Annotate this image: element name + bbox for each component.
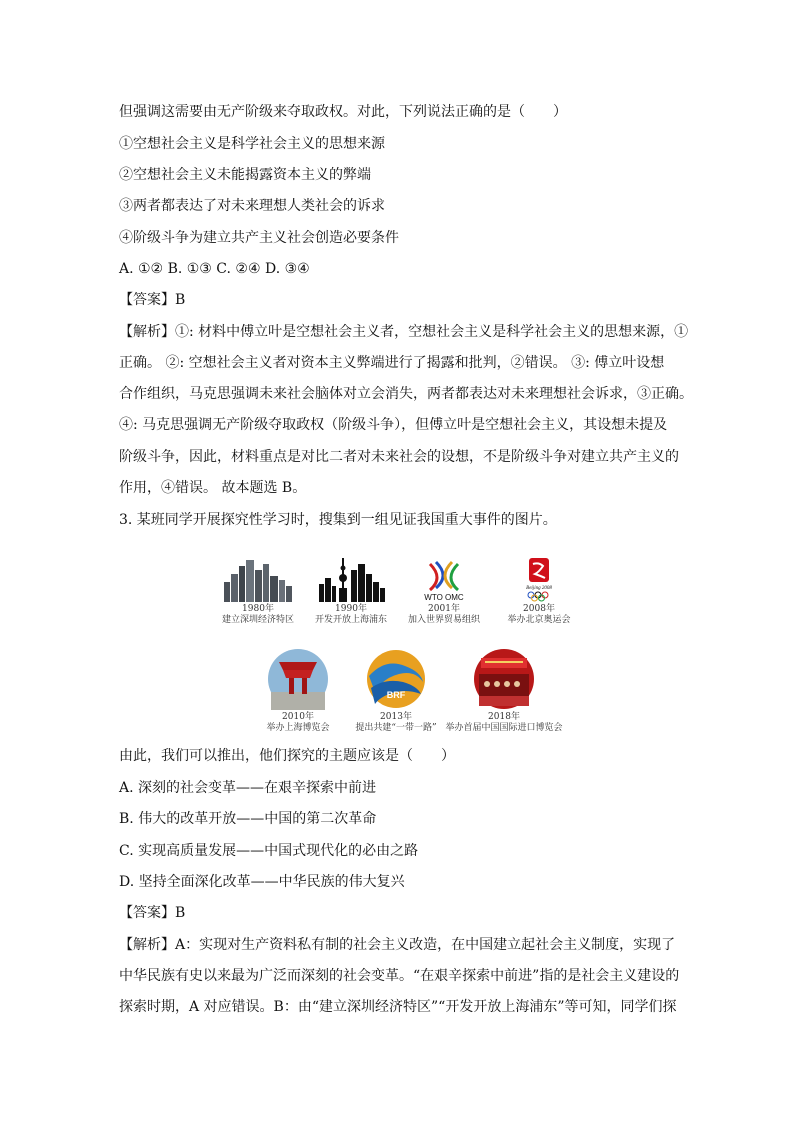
q3-analysis-line: 中华民族有史以来最为广泛而深刻的社会变革。“在艰辛探索中前进”指的是社会主义建设的 — [119, 968, 680, 984]
q3-option-a: A. 深刻的社会变革——在艰辛探索中前进 — [119, 780, 377, 796]
q3-option-b: B. 伟大的改革开放——中国的第二次革命 — [119, 811, 377, 827]
figure-caption: 建立深圳经济特区 — [221, 615, 294, 625]
q3-analysis-line: 【解析】A：实现对生产资料私有制的社会主义改造，在中国建立起社会主义制度，实现了 — [119, 937, 676, 953]
figure-caption: 举办首届中国国际进口博览会 — [445, 723, 563, 733]
q3-answer: 【答案】B — [119, 905, 186, 921]
q2-analysis-line: 正确。 ②: 空想社会主义者对资本主义弊端进行了揭露和批判，②错误。 ③: 傅立叶设想 — [119, 355, 665, 371]
skyline-icon — [222, 556, 294, 602]
figure-caption: 举办北京奥运会 — [507, 615, 571, 625]
figure-year: 2013年 — [380, 712, 412, 722]
figure-caption: 开发开放上海浦东 — [314, 615, 387, 625]
q2-option-2: ②空想社会主义未能揭露资本主义的弊端 — [119, 167, 371, 183]
figure-year: 2001年 — [428, 604, 460, 614]
q2-option-1: ①空想社会主义是科学社会主义的思想来源 — [119, 136, 385, 152]
figure-2010 — [248, 648, 348, 734]
figure-2013 — [346, 648, 446, 734]
wto-logo-text: WTO OMC — [424, 593, 464, 602]
q2-analysis-line: ④: 马克思强调无产阶级夺取政权（阶级斗争），但傅立叶是空想社会主义，其设想未提及 — [119, 417, 668, 433]
q3-option-d: D. 坚持全面深化改革——中华民族的伟大复兴 — [119, 874, 405, 890]
brf-logo-text: BRF — [386, 690, 406, 700]
q2-option-3: ③两者都表达了对未来理想人类社会的诉求 — [119, 198, 385, 214]
q2-analysis-line: 【解析】①: 材料中傅立叶是空想社会主义者，空想社会主义是科学社会主义的思想来源，① — [119, 324, 689, 340]
olympics-logo-text: Beijing 2008 — [526, 586, 552, 591]
figure-2001 — [394, 556, 494, 626]
figure-caption: 加入世界贸易组织 — [407, 615, 480, 625]
figure-year: 1980年 — [242, 604, 274, 614]
figure-2008 — [489, 556, 589, 626]
figure-caption: 举办上海博览会 — [266, 723, 330, 733]
q3-question: 由此，我们可以推出，他们探究的主题应该是（ ） — [119, 748, 455, 764]
figure-year: 2010年 — [282, 712, 314, 722]
q3-analysis-line: 探索时期，A 对应错误。B：由“建立深圳经济特区”“开发开放上海浦东”等可知，同学们探 — [119, 999, 677, 1015]
q2-answer: 【答案】B — [119, 292, 186, 308]
import-expo-icon — [473, 648, 535, 710]
q2-stem-tail: 但强调这需要由无产阶级来夺取政权。对此，下列说法正确的是（ ） — [119, 104, 567, 120]
q2-analysis-line: 阶级斗争，因此，材料重点是对比二者对未来社会的设想，不是阶级斗争对建立共产主义的 — [119, 449, 679, 465]
wto-logo — [408, 556, 480, 602]
q2-choices: A. ①② B. ①③ C. ②④ D. ③④ — [119, 261, 310, 277]
brf-logo — [365, 648, 427, 710]
q3-stem: 3. 某班同学开展探究性学习时，搜集到一组见证我国重大事件的图片。 — [119, 512, 557, 528]
figure-1980 — [208, 556, 308, 626]
q2-analysis-line: 作用，④错误。 故本题选 B。 — [119, 480, 307, 496]
china-pavilion-icon — [267, 648, 329, 710]
figure-2018 — [444, 648, 564, 734]
figure-1990 — [301, 556, 401, 626]
beijing-olympics-logo — [503, 556, 575, 602]
figure-year: 1990年 — [335, 604, 367, 614]
q2-analysis-line: 合作组织，马克思强调未来社会脑体对立会消失，两者都表达对未来理想社会诉求，③正确。 — [119, 386, 693, 402]
figure-caption: 提出共建“一带一路” — [355, 723, 437, 733]
q2-option-4: ④阶级斗争为建立共产主义社会创造必要条件 — [119, 230, 399, 246]
q3-option-c: C. 实现高质量发展——中国式现代化的必由之路 — [119, 843, 419, 859]
figure-year: 2018年 — [488, 712, 520, 722]
figure-year: 2008年 — [523, 604, 555, 614]
pudong-skyline-icon — [315, 556, 387, 602]
